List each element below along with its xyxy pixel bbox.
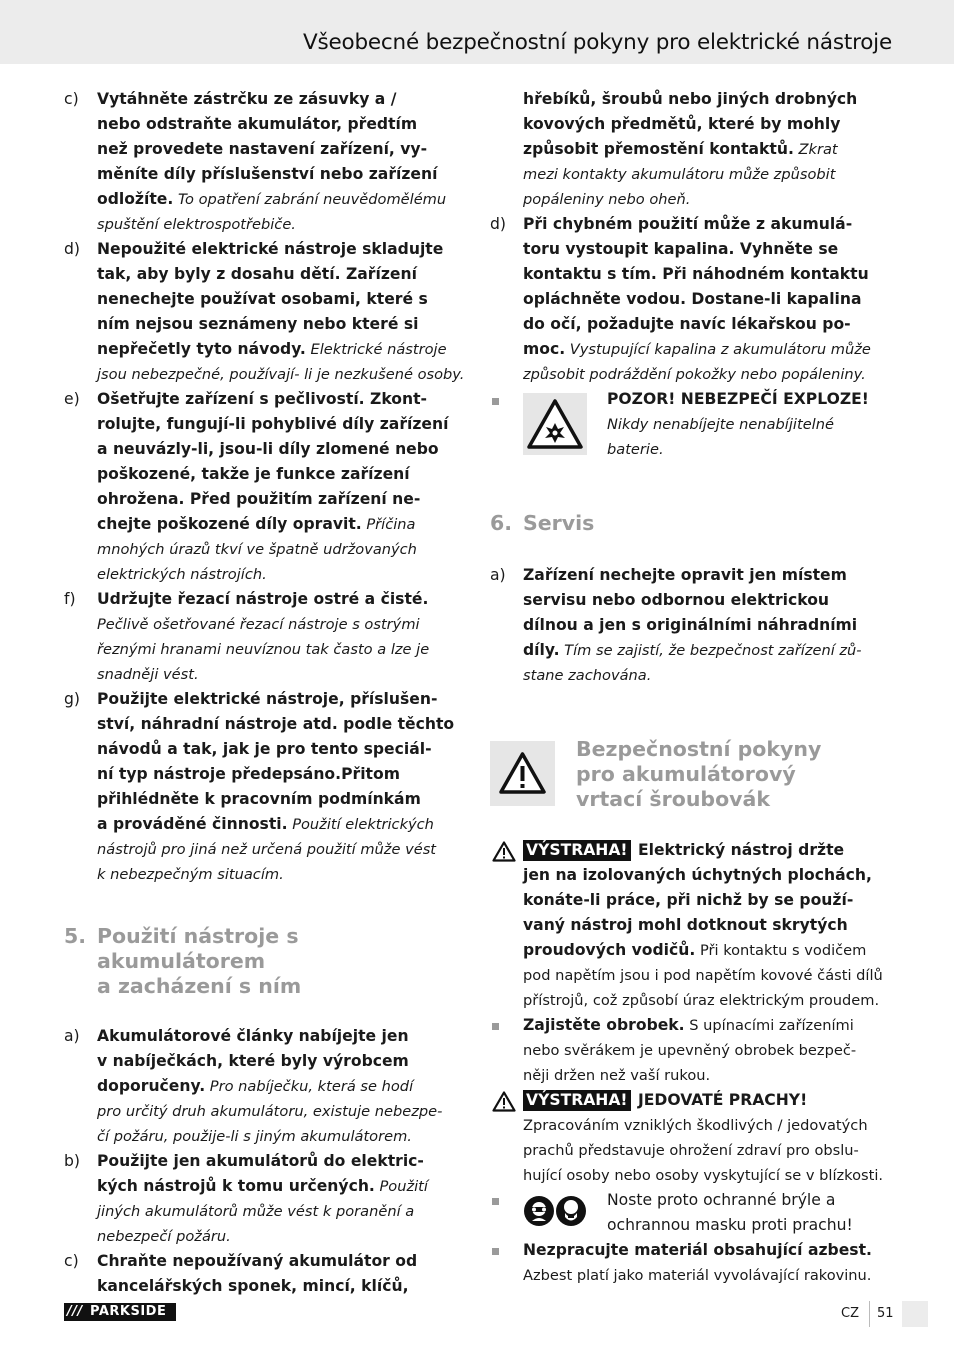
plain-text: Při kontaktu s vodičem <box>695 942 867 959</box>
section5-title-line2: a zacházení s ním <box>97 974 302 998</box>
item-c-continuation-text <box>523 87 890 212</box>
drill-heading-line3: vrtací šroubovák <box>576 787 770 811</box>
plain-text: Azbest platí jako materiál vyvolávající rakovinu. <box>523 1267 872 1284</box>
bullet-goggles <box>490 1188 890 1238</box>
bold-text: Zajistěte obrobek. <box>523 1016 685 1034</box>
footer-page-number: 51 <box>877 1306 894 1321</box>
text-line <box>523 87 890 112</box>
text-line <box>97 262 464 287</box>
bullet-square <box>492 1198 499 1205</box>
list-item <box>64 1249 464 1299</box>
italic-text: spuštění elektrospotřebiče. <box>97 216 296 233</box>
list-item-label: b) <box>64 1152 80 1170</box>
dust-mask-icon <box>555 1194 587 1228</box>
bold-text: Ošetřujte zařízení s pečlivostí. Zkont- <box>97 390 428 408</box>
text-line <box>97 612 464 637</box>
list-item-body <box>97 1024 464 1149</box>
bold-text: způsobit přemostění kontaktů. <box>523 140 794 158</box>
text-line <box>97 862 464 887</box>
warning-electric-text <box>523 838 890 1013</box>
text-line <box>97 1174 464 1199</box>
text-line <box>523 588 890 613</box>
list-item-body <box>97 587 464 687</box>
goggles-line2: ochrannou masku proti prachu! <box>607 1216 853 1234</box>
list-item-body <box>97 1149 464 1249</box>
italic-text: stane zachována. <box>523 667 652 684</box>
text-line <box>97 662 464 687</box>
text-line <box>523 162 890 187</box>
warning-triangle-icon <box>490 741 555 806</box>
bold-text: hřebíků, šroubů nebo jiných drobných <box>523 90 858 108</box>
text-line <box>97 1124 464 1149</box>
text-line <box>523 913 890 938</box>
list-item-label: c) <box>64 1252 79 1270</box>
item-c-continuation <box>490 87 890 212</box>
plain-text: nebo svěrákem je upevněný obrobek bezpeč- <box>523 1042 857 1059</box>
italic-text: Příčina <box>361 516 416 533</box>
bold-text: toru vystoupit kapalina. Vyhněte se <box>523 240 839 258</box>
list-item-label: d) <box>64 240 80 258</box>
italic-text: čí požáru, použije-li s jiným akumulátorem. <box>97 1128 412 1145</box>
text-line <box>97 1074 464 1099</box>
italic-text: Použití <box>374 1178 428 1195</box>
text-line <box>97 462 464 487</box>
goggles-line1: Noste proto ochranné brýle a <box>607 1191 836 1209</box>
footer-corner-box <box>902 1301 928 1327</box>
text-line <box>97 162 464 187</box>
text-line <box>97 112 464 137</box>
bold-text: Udržujte řezací nástroje ostré a čisté. <box>97 590 429 608</box>
warning-label: VÝSTRAHA! <box>523 1090 631 1111</box>
warning-electric-block <box>490 838 890 1013</box>
text-line <box>97 1149 464 1174</box>
bold-text: Zařízení nechejte opravit jen místem <box>523 566 847 584</box>
bold-text: Použijte elektrické nástroje, příslušen- <box>97 690 438 708</box>
text-line <box>97 1199 464 1224</box>
plain-text: S upínacími zařízeními <box>684 1017 854 1034</box>
bold-text: kontaktu s tím. Při náhodném kontaktu <box>523 265 869 283</box>
text-line <box>97 1224 464 1249</box>
list-item <box>64 387 464 587</box>
text-line <box>97 837 464 862</box>
text-line <box>97 237 464 262</box>
bold-text: tak, aby byly z dosahu dětí. Zařízení <box>97 265 417 283</box>
list-item-body <box>97 387 464 587</box>
bold-text: vaný nástroj mohl dotknout skrytých <box>523 916 848 934</box>
explosion-note-title: POZOR! NEBEZPEČÍ EXPLOZE! <box>607 390 869 408</box>
bold-text: ním nejsou seznámeny nebo které si <box>97 315 419 333</box>
bold-text: ství, náhradní nástroje atd. podle těchto <box>97 715 455 733</box>
drill-warning-icon-box <box>490 741 555 806</box>
text-line <box>523 1238 890 1263</box>
bold-text: opláchněte vodou. Dostane-li kapalina <box>523 290 862 308</box>
plain-text: Zpracováním vzniklých škodlivých / jedovatých <box>523 1117 868 1134</box>
bold-text: moc. <box>523 340 566 358</box>
list-item-label: a) <box>64 1027 80 1045</box>
bold-text: a neuvázly-li, jsou-li díly zlomené nebo <box>97 440 439 458</box>
list-item-label: g) <box>64 690 80 708</box>
page-title: Všeobecné bezpečnostní pokyny pro elektrické nástroje <box>302 30 892 55</box>
text-line <box>97 1274 464 1299</box>
warning-label: VÝSTRAHA! <box>523 840 631 861</box>
list-item-body <box>523 563 890 688</box>
text-line <box>523 563 890 588</box>
list-item-label: d) <box>490 215 506 233</box>
drill-heading-line1: Bezpečnostní pokyny <box>576 737 822 761</box>
explosion-note-line2: baterie. <box>607 441 664 458</box>
list-item-body <box>97 687 464 887</box>
text-line <box>523 187 890 212</box>
bold-text: měníte díly příslušenství nebo zařízení <box>97 165 438 183</box>
bold-text: rolujte, fungují-li pohyblivé díly zařízení <box>97 415 449 433</box>
bold-text: dílnou a jen s originálními náhradními <box>523 616 858 634</box>
text-line <box>97 312 464 337</box>
bullet-secure-workpiece <box>490 1013 890 1088</box>
section5-heading <box>64 924 464 999</box>
footer-language: CZ <box>841 1306 859 1321</box>
text-line <box>523 112 890 137</box>
italic-text: To opatření zabrání neuvědomělému <box>173 191 447 208</box>
logo-brand: PARKSIDE <box>90 1304 167 1319</box>
text-line <box>97 812 464 837</box>
list-item <box>64 1149 464 1249</box>
text-line <box>97 387 464 412</box>
text-line <box>97 1024 464 1049</box>
text-line <box>97 487 464 512</box>
list-item-body <box>97 1249 464 1299</box>
text-line <box>97 737 464 762</box>
text-line <box>97 287 464 312</box>
explosion-note-line1: Nikdy nenabíjejte nenabíjitelné <box>607 416 834 433</box>
text-line <box>523 1088 890 1113</box>
italic-text: k nebezpečným situacím. <box>97 866 284 883</box>
text-line <box>97 87 464 112</box>
text-line <box>97 337 464 362</box>
bold-text: odložíte. <box>97 190 174 208</box>
bold-text: chejte poškozené díly opravit. <box>97 515 362 533</box>
text-line <box>97 437 464 462</box>
text-line <box>97 562 464 587</box>
italic-text: nebezpečí požáru. <box>97 1228 231 1245</box>
list-item-label: e) <box>64 390 80 408</box>
parkside-logo <box>64 1303 176 1321</box>
text-line <box>523 663 890 688</box>
section5-title-line1: Použití nástroje s akumulátorem <box>97 924 299 973</box>
list-item-body <box>523 212 890 387</box>
italic-text: Elektrické nástroje <box>305 341 447 358</box>
list-item <box>64 587 464 687</box>
bullet-square <box>492 398 499 405</box>
text-line <box>523 863 890 888</box>
warning-dust-text <box>523 1088 890 1188</box>
bold-text: nebo odstraňte akumulátor, předtím <box>97 115 418 133</box>
bold-text: v nabíječkách, které byly výrobcem <box>97 1052 409 1070</box>
text-line <box>97 1249 464 1274</box>
plain-text: hující osoby nebo osoby vyskytující se v blízkosti. <box>523 1167 884 1184</box>
italic-text: Tím se zajistí, že bezpečnost zařízení zů- <box>559 642 862 659</box>
bold-text: ní typ nástroje předepsáno.Přitom <box>97 765 400 783</box>
text-line <box>523 1163 890 1188</box>
italic-text: mnohých úrazů tkví ve špatně udržovaných <box>97 541 417 558</box>
text-line <box>97 787 464 812</box>
italic-text: mezi kontakty akumulátoru může způsobit <box>523 166 836 183</box>
item-d <box>490 212 890 387</box>
bold-text: díly. <box>523 641 560 659</box>
header-band <box>0 0 954 64</box>
bold-text: servisu nebo odbornou elektrickou <box>523 591 830 609</box>
bold-text: jen na izolovaných úchytných plochách, <box>523 866 872 884</box>
section5-number: 5. <box>64 924 87 948</box>
text-line <box>523 638 890 663</box>
bold-text: kovových předmětů, které by mohly <box>523 115 841 133</box>
explosion-note-text <box>607 387 869 462</box>
text-line <box>523 963 890 988</box>
right-column <box>490 87 890 387</box>
list-item-body <box>97 237 464 387</box>
text-line <box>97 187 464 212</box>
bold-text: poškozené, takže je funkce zařízení <box>97 465 410 483</box>
text-line <box>523 337 890 362</box>
list-item-label: f) <box>64 590 76 608</box>
bold-text: Nepoužité elektrické nástroje skladujte <box>97 240 444 258</box>
plain-text: přístrojů, což způsobí úraz elektrickým proudem. <box>523 992 880 1009</box>
warning-dust-block <box>490 1088 890 1188</box>
list-item <box>64 87 464 237</box>
text-line <box>523 988 890 1013</box>
italic-text: Vystupující kapalina z akumulátoru může <box>565 341 871 358</box>
italic-text: nástrojů pro jiná než určená použití může vést <box>97 841 437 858</box>
text-line <box>523 838 890 863</box>
text-line <box>523 888 890 913</box>
text-line <box>523 262 890 287</box>
text-line <box>97 1099 464 1124</box>
text-line <box>97 362 464 387</box>
plain-text: něji držen než vaší rukou. <box>523 1067 711 1084</box>
text-line <box>97 762 464 787</box>
drill-heading-line2: pro akumulátorový <box>576 762 796 786</box>
italic-text: Zkrat <box>793 141 838 158</box>
item-a-servis <box>490 563 890 688</box>
italic-text: Pro nabíječku, která se hodí <box>205 1078 414 1095</box>
bold-text: Nezpracujte materiál obsahující azbest. <box>523 1241 872 1259</box>
left-items-top <box>64 87 464 887</box>
text-line <box>523 237 890 262</box>
list-item <box>490 563 890 688</box>
text-line <box>523 1138 890 1163</box>
drill-safety-list <box>490 838 890 1288</box>
italic-text: způsobit podráždění pokožky nebo popáleniny. <box>523 366 866 383</box>
list-item <box>64 1024 464 1149</box>
italic-text: elektrických nástrojích. <box>97 566 267 583</box>
italic-text: Použití elektrických <box>287 816 434 833</box>
ppe-icons <box>523 1194 587 1228</box>
text-line <box>97 1049 464 1074</box>
left-column <box>64 87 464 1299</box>
text-line <box>523 1038 890 1063</box>
bold-text: a prováděné činnosti. <box>97 815 288 833</box>
section6-number: 6. <box>490 511 513 535</box>
explosion-warning-icon <box>523 393 587 455</box>
text-line <box>97 712 464 737</box>
text-line <box>523 212 890 237</box>
text-line <box>97 212 464 237</box>
italic-text: pro určitý druh akumulátoru, existuje nebezpe- <box>97 1103 443 1120</box>
warning-body <box>523 863 890 1013</box>
list-item <box>64 237 464 387</box>
bullet-goggles-text <box>607 1188 853 1238</box>
text-line <box>97 137 464 162</box>
italic-text: popáleniny nebo oheň. <box>523 191 691 208</box>
bold-text: doporučeny. <box>97 1077 206 1095</box>
plain-text: prachů představuje ohrožení zdraví pro obslu- <box>523 1142 859 1159</box>
italic-text: řeznými hranami neuvíznou tak často a lze je <box>97 641 430 658</box>
bold-text: Vytáhněte zástrčku ze zásuvky a / <box>97 90 397 108</box>
bold-text: Akumulátorové články nabíjejte jen <box>97 1027 409 1045</box>
warning-triangle-icon <box>492 841 516 862</box>
explosion-icon-box <box>523 393 587 455</box>
text-line <box>523 1113 890 1138</box>
text-line <box>97 512 464 537</box>
list-item-body <box>97 87 464 237</box>
italic-text: jiných akumulátorů může vést k poranění a <box>97 1203 415 1220</box>
left-items-bottom <box>64 1024 464 1299</box>
bold-text: JEDOVATÉ PRACHY! <box>632 1091 808 1109</box>
section6-title: Servis <box>523 511 595 535</box>
logo-slashes: /// <box>67 1304 83 1319</box>
text-line <box>97 412 464 437</box>
bullet-secure-text <box>523 1013 890 1088</box>
text-line <box>523 287 890 312</box>
list-item <box>490 212 890 387</box>
text-line <box>523 1063 890 1088</box>
bullet-asbestos <box>490 1238 890 1288</box>
bullet-asbestos-text <box>523 1238 890 1288</box>
text-line <box>523 362 890 387</box>
italic-text: Pečlivě ošetřované řezací nástroje s ostrými <box>97 616 420 633</box>
list-item <box>64 687 464 887</box>
footer-divider <box>869 1301 870 1327</box>
bold-text: Při chybném použití může z akumulá- <box>523 215 853 233</box>
plain-text: pod napětím jsou i pod napětím kovové části dílů <box>523 967 883 984</box>
bold-text: konáte-li práce, při nichž by se použí- <box>523 891 854 909</box>
bold-text: kých nástrojů k tomu určených. <box>97 1177 375 1195</box>
list-item-label: a) <box>490 566 506 584</box>
text-line <box>97 687 464 712</box>
text-line <box>97 637 464 662</box>
bullet-square <box>492 1248 499 1255</box>
bold-text: kancelářských sponek, mincí, klíčů, <box>97 1277 409 1295</box>
list-item-label: c) <box>64 90 79 108</box>
text-line <box>523 938 890 963</box>
text-line <box>97 587 464 612</box>
bold-text: Použijte jen akumulátorů do elektric- <box>97 1152 424 1170</box>
warning-triangle-icon <box>492 1091 516 1112</box>
bullet-square <box>492 1023 499 1030</box>
drill-section-heading <box>576 737 821 812</box>
bold-text: návodů a tak, jak je pro tento speciál- <box>97 740 432 758</box>
bold-text: Chraňte nepoužívaný akumulátor od <box>97 1252 418 1270</box>
bold-text: nenechejte používat osobami, které s <box>97 290 428 308</box>
bold-text: proudových vodičů. <box>523 941 696 959</box>
section6-heading <box>490 511 595 536</box>
bold-text: přihlédněte k pracovním podmínkám <box>97 790 421 808</box>
bold-text: Elektrický nástroj držte <box>632 841 845 859</box>
bold-text: než provedete nastavení zařízení, vy- <box>97 140 428 158</box>
italic-text: snadněji vést. <box>97 666 199 683</box>
text-line <box>97 537 464 562</box>
text-line <box>523 312 890 337</box>
italic-text: jsou nebezpečné, používají- li je nezkušené osoby. <box>97 366 465 383</box>
bold-text: ohrožena. Před použitím zařízení ne- <box>97 490 421 508</box>
text-line <box>523 1013 890 1038</box>
bold-text: nepřečetly tyto návody. <box>97 340 306 358</box>
text-line <box>523 613 890 638</box>
text-line <box>523 1263 890 1288</box>
bold-text: do očí, požadujte navíc lékařskou po- <box>523 315 851 333</box>
text-line <box>523 137 890 162</box>
